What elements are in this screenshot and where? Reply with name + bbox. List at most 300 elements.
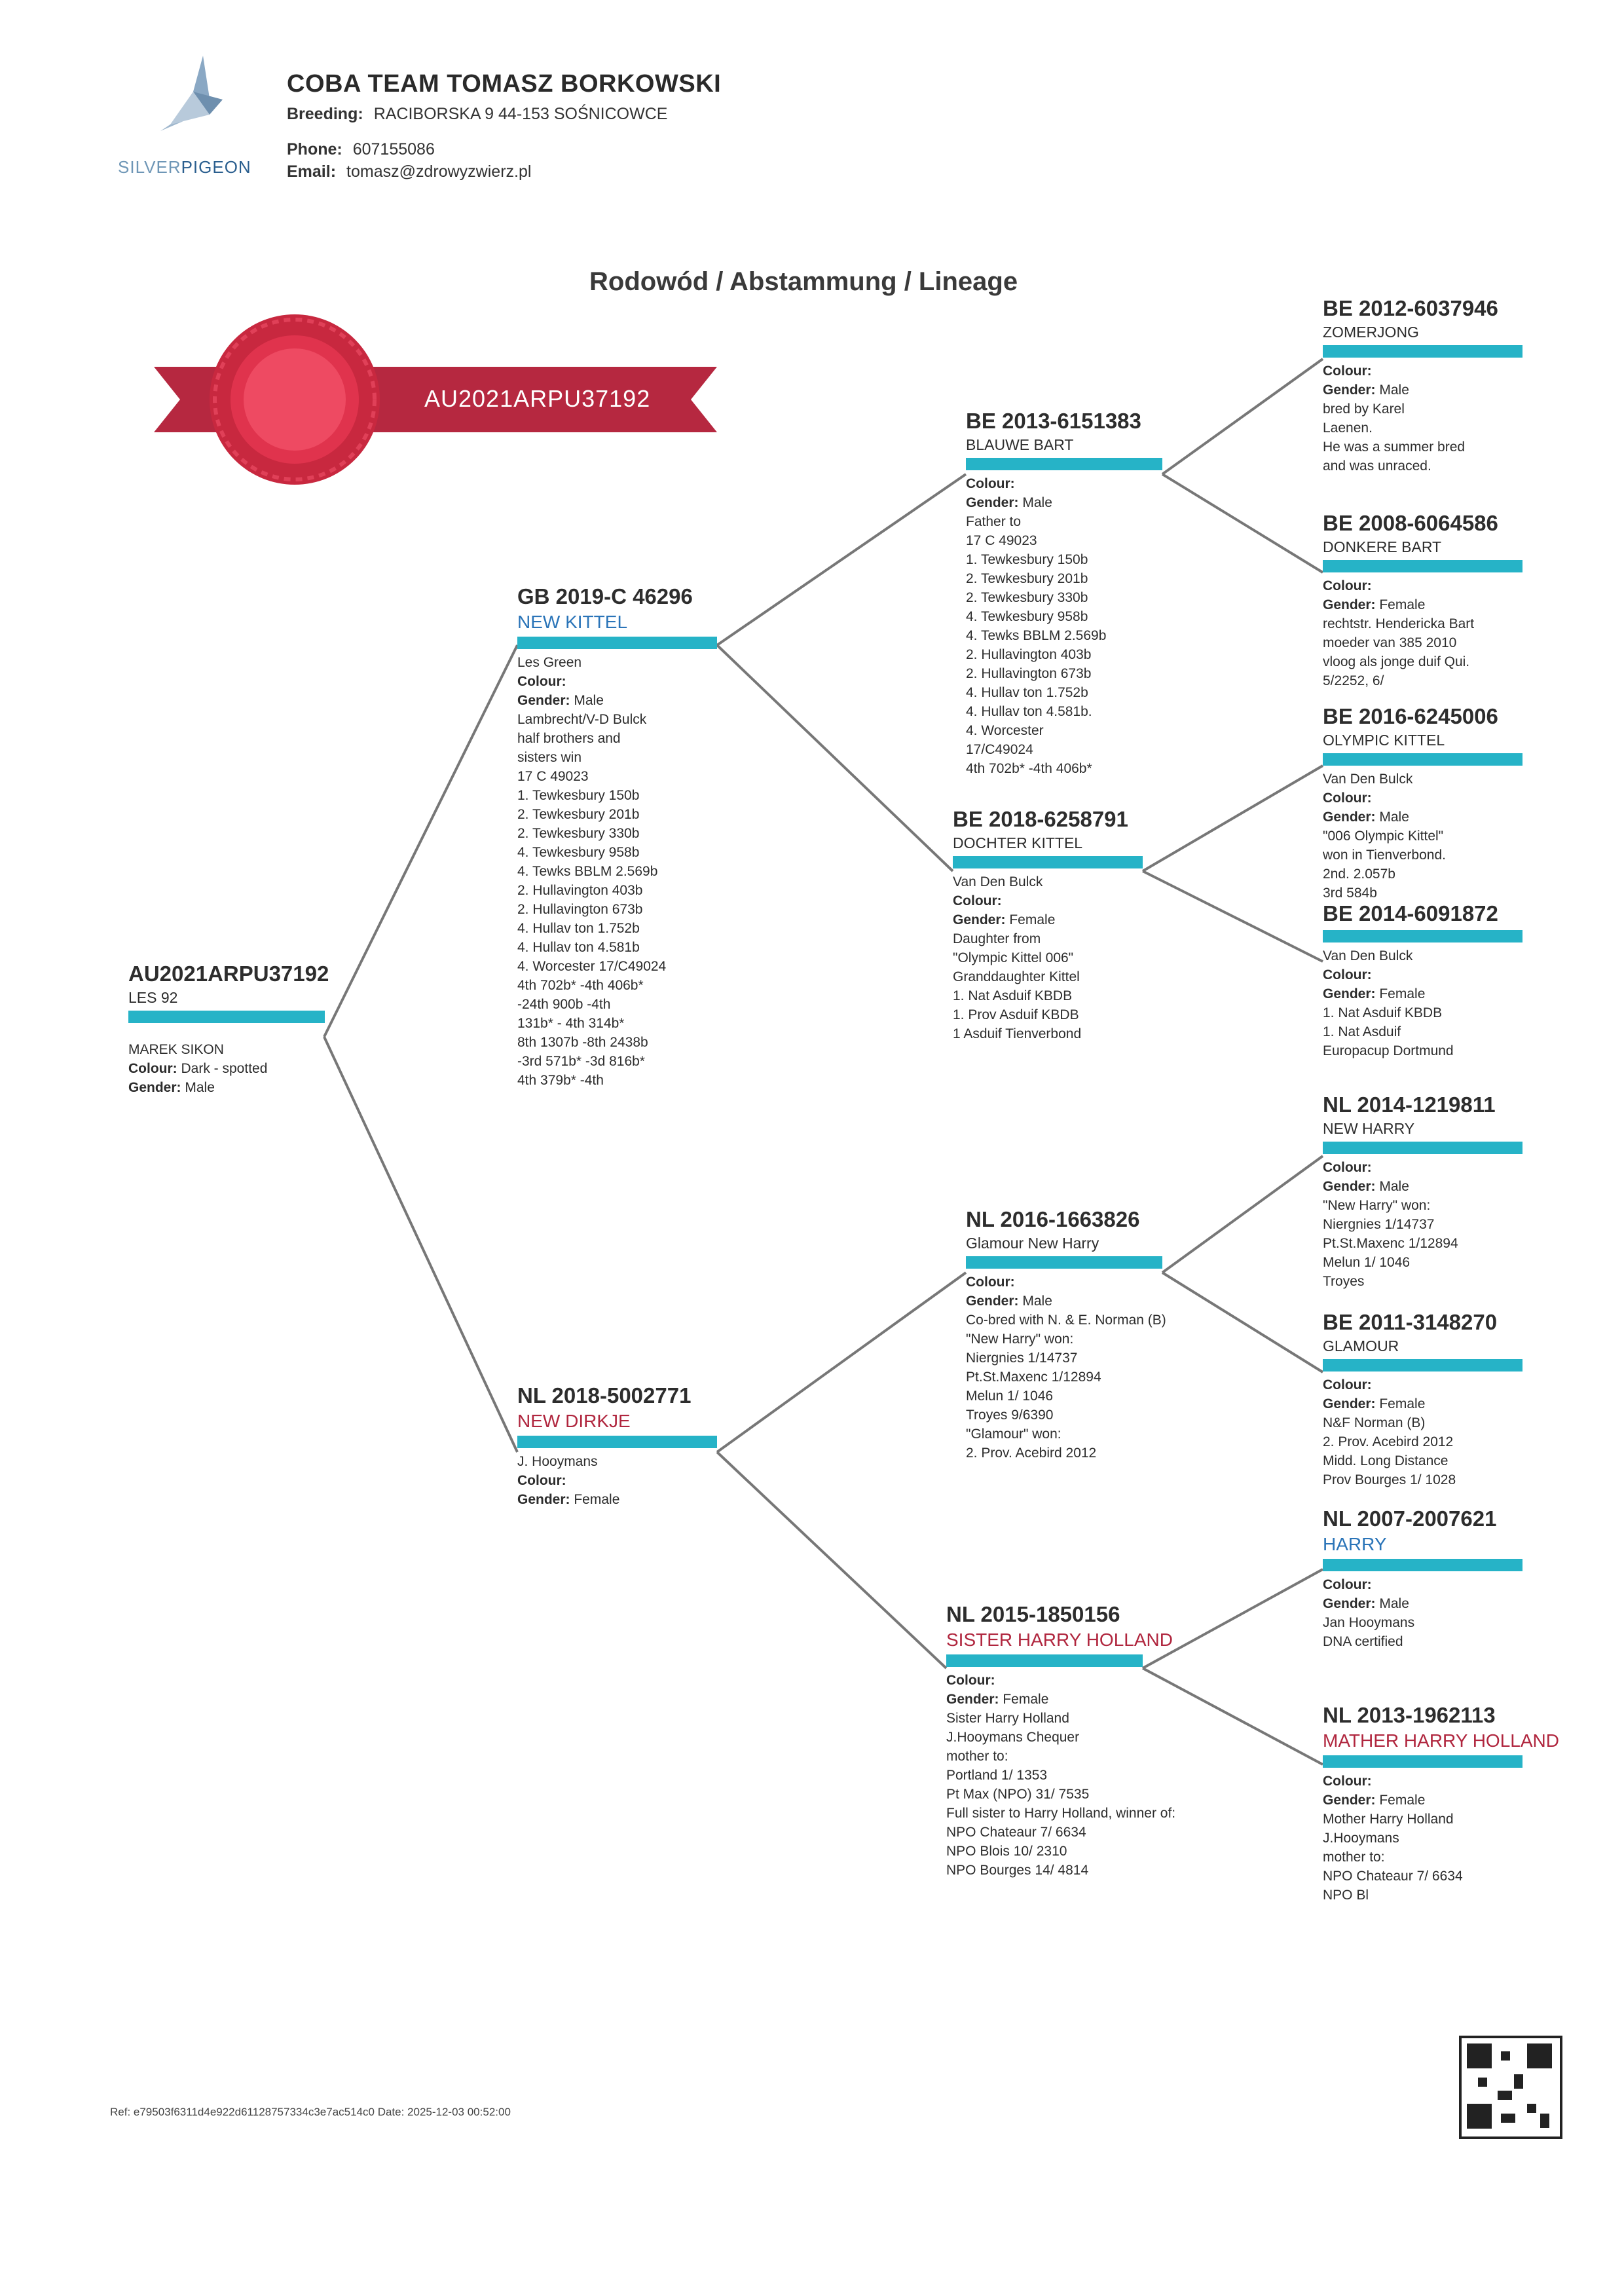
detail-value: won in Tienverbond. [1323,848,1446,863]
phone-line [287,140,435,159]
detail-line [953,1005,1143,1024]
detail-line [1323,1041,1522,1060]
detail-value: Troyes [1323,1274,1365,1289]
detail-line [1323,457,1522,476]
detail-value: 4. Tewks BBLM 2.569b [966,628,1107,643]
detail-line [1323,946,1522,965]
bird-card-father [517,584,717,1090]
detail-label: Colour: [946,1673,995,1688]
detail-value: 3rd 584b [1323,886,1377,901]
detail-line [517,995,717,1014]
detail-line [946,1842,1143,1861]
detail-line [966,474,1162,493]
detail-label: Colour: [1323,791,1372,806]
bird-details [1323,1375,1522,1489]
detail-line [1323,1413,1522,1432]
ring-number: NL 2013-1962113 [1323,1703,1496,1727]
detail-line [946,1861,1143,1880]
detail-label: Colour: [517,1473,566,1488]
detail-value: 1. Tewkesbury 150b [966,552,1088,567]
detail-line [953,948,1143,967]
detail-value: 2nd. 2.057b [1323,867,1395,882]
bird-bar [128,1011,325,1023]
bird-name: NEW HARRY [1323,1120,1415,1137]
detail-value: Pt.St.Maxenc 1/12894 [1323,1236,1458,1251]
bird-bar [1323,753,1522,766]
detail-value: half brothers and [517,731,621,746]
bird-details [1323,576,1522,690]
detail-line [1323,1375,1522,1394]
detail-line [1323,1886,1522,1905]
bird-bar [1323,1559,1522,1571]
detail-value: Van Den Bulck [1323,948,1413,963]
detail-label: Gender: [953,912,1006,927]
bird-bar [517,637,717,649]
detail-value: Mother Harry Holland [1323,1812,1454,1827]
detail-value: sisters win [517,750,582,765]
detail-label: Colour: [1323,967,1372,982]
bird-details [517,1452,717,1509]
detail-line [517,881,717,900]
detail-label: Colour: [1323,1774,1372,1789]
detail-line [1323,652,1522,671]
detail-line [946,1728,1143,1747]
detail-label: Gender: [1323,597,1376,612]
bird-card-mother [517,1383,717,1509]
detail-value: 17/C49024 [966,742,1033,757]
detail-line [1323,1003,1522,1022]
bird-bar [1323,345,1522,358]
detail-line [946,1690,1143,1709]
detail-label: Colour: [966,476,1015,491]
connector-mother-mf [717,1273,966,1452]
detail-value: "New Harry" won: [1323,1198,1431,1213]
detail-line [517,653,717,672]
detail-value: Female [1379,1793,1426,1808]
bird-details [1323,770,1522,903]
detail-line [1323,1215,1522,1234]
detail-value: moeder van 385 2010 [1323,635,1457,650]
detail-value: Male [1379,810,1409,825]
detail-value: 4. Hullav ton 4.581b [517,940,640,955]
detail-line [946,1804,1176,1823]
bird-card-ffm [1323,511,1522,690]
detail-line [517,805,717,824]
detail-line [1323,1394,1522,1413]
detail-value: 4. Hullav ton 4.581b. [966,704,1092,719]
detail-value: 4th 702b* -4th 406b* [966,761,1092,776]
detail-value: "Glamour" won: [966,1427,1061,1442]
detail-value: 2. Hullavington 403b [966,647,1092,662]
detail-value: Male [1379,1179,1409,1194]
detail-value: Granddaughter Kittel [953,969,1080,984]
detail-value: 1. Nat Asduif KBDB [1323,1005,1443,1020]
detail-line [517,1490,717,1509]
detail-value: J. Hooymans [517,1454,598,1469]
bird-card-mff [1323,1092,1522,1291]
detail-value: Niergnies 1/14737 [966,1351,1078,1366]
detail-label: Colour: [953,893,1002,908]
detail-line [1323,965,1522,984]
detail-label: Gender: [966,495,1019,510]
detail-line [966,1368,1162,1387]
bird-bar [953,856,1143,868]
detail-line [946,1785,1143,1804]
detail-label: Gender: [1323,810,1376,825]
detail-line [966,740,1162,759]
bird-name: LES 92 [128,989,178,1006]
detail-value: NPO Blois 10/ 2310 [946,1844,1067,1859]
detail-value: MAREK SIKON [128,1042,224,1057]
detail-line [966,664,1162,683]
bird-name: NEW DIRKJE [517,1411,631,1431]
phone-label: Phone: [287,140,342,159]
detail-value: J.Hooymans Chequer [946,1730,1080,1745]
detail-line [953,929,1143,948]
seal-ring-number: AU2021ARPU37192 [424,385,651,412]
bird-card-mf [966,1207,1166,1463]
detail-line [966,759,1162,778]
detail-line [953,967,1143,986]
detail-label: Gender: [1323,986,1376,1001]
bird-bar [946,1654,1143,1667]
ring-number: AU2021ARPU37192 [128,961,329,986]
detail-value: 1. Prov Asduif KBDB [953,1007,1079,1022]
bird-details [1323,946,1522,1060]
spacer [128,1027,325,1040]
bird-name: MATHER HARRY HOLLAND [1323,1730,1559,1751]
detail-line [517,1014,717,1033]
detail-label: Colour: [1323,578,1372,593]
detail-line [517,862,717,881]
detail-label: Gender: [966,1294,1019,1309]
detail-line [517,824,717,843]
bird-bar [1323,1755,1522,1768]
detail-value: Male [1379,382,1409,398]
detail-value: 4. Hullav ton 1.752b [517,921,640,936]
connector-subject-father [324,645,517,1037]
detail-value: Laenen. [1323,420,1373,436]
detail-line [1323,419,1522,438]
pigeon-logo-icon [144,52,242,144]
detail-line [517,767,717,786]
detail-line [1323,576,1522,595]
connector-subject-mother [324,1037,517,1452]
detail-value: Full sister to Harry Holland, winner of: [946,1806,1176,1821]
detail-line [517,710,717,729]
detail-value: -3rd 571b* -3d 816b* [517,1054,645,1069]
detail-line [1323,595,1522,614]
detail-label: Gender: [517,1492,570,1507]
bird-bar [1323,1142,1522,1154]
breeding-line [287,105,667,124]
bird-name: OLYMPIC KITTEL [1323,732,1445,749]
detail-line [1323,381,1522,400]
detail-line [517,1052,717,1071]
detail-value: Prov Bourges 1/ 1028 [1323,1472,1456,1487]
detail-line [966,588,1162,607]
bird-card-fm [953,807,1143,1043]
detail-value: J.Hooymans [1323,1831,1399,1846]
detail-value: 1. Nat Asduif [1323,1024,1401,1039]
detail-line [517,786,717,805]
detail-line [1323,865,1522,884]
bird-name: HARRY [1323,1534,1387,1554]
detail-value: 17 C 49023 [517,769,589,784]
detail-value: Lambrecht/V-D Bulck [517,712,647,727]
detail-line [1323,1432,1522,1451]
detail-label: Colour: [128,1061,177,1076]
detail-line [953,872,1143,891]
detail-value: DNA certified [1323,1634,1403,1649]
detail-value: 4. Tewks BBLM 2.569b [517,864,658,879]
detail-line [1323,400,1522,419]
detail-line [966,1330,1162,1349]
detail-line [966,1425,1162,1444]
detail-value: bred by Karel [1323,401,1405,417]
detail-line [946,1671,1143,1690]
ring-number: BE 2008-6064586 [1323,511,1498,535]
detail-line [128,1040,325,1059]
detail-line [966,512,1162,531]
logo-wordmark [118,157,251,177]
detail-line [1323,614,1522,633]
detail-value: -24th 900b -4th [517,997,611,1012]
phone-value: 607155086 [352,140,435,159]
bird-card-mfm [1323,1310,1522,1489]
detail-value: Female [1379,986,1426,1001]
detail-line [966,1292,1162,1311]
detail-value: Female [1003,1692,1049,1707]
detail-line [966,683,1162,702]
connector-ff-ffm [1162,474,1323,572]
detail-value: Europacup Dortmund [1323,1043,1454,1058]
detail-line [966,607,1162,626]
ring-number: BE 2012-6037946 [1323,296,1498,320]
detail-line [517,843,717,862]
bird-bar [1323,1359,1522,1371]
ring-number: NL 2014-1219811 [1323,1092,1496,1117]
detail-line [1323,1272,1522,1291]
ring-number: NL 2007-2007621 [1323,1506,1497,1531]
detail-value: N&F Norman (B) [1323,1415,1426,1430]
detail-value: 5/2252, 6/ [1323,673,1384,688]
ring-number: NL 2018-5002771 [517,1383,692,1408]
bird-bar [1323,930,1522,942]
detail-line [946,1709,1143,1728]
bird-details [966,1273,1166,1463]
bird-name: GLAMOUR [1323,1337,1399,1354]
bird-card-fmm [1323,901,1522,1060]
detail-value: Troyes 9/6390 [966,1408,1054,1423]
detail-line [953,986,1143,1005]
detail-value: 2. Tewkesbury 330b [966,590,1088,605]
detail-line [517,919,717,938]
ring-number: BE 2016-6245006 [1323,704,1498,728]
detail-value: 1. Nat Asduif KBDB [953,988,1073,1003]
detail-value: 4. Tewkesbury 958b [966,609,1088,624]
detail-value: 17 C 49023 [966,533,1037,548]
connector-mf-mfm [1162,1273,1323,1372]
detail-line [966,1406,1162,1425]
detail-line [517,672,717,691]
detail-label: Gender: [517,693,570,708]
bird-bar [1323,560,1522,572]
detail-value: 131b* - 4th 314b* [517,1016,625,1031]
detail-line [1323,362,1522,381]
detail-line [1323,1158,1522,1177]
detail-value: 2. Hullavington 673b [517,902,643,917]
connector-mm-mmm [1143,1668,1323,1764]
detail-label: Colour: [1323,1160,1372,1175]
detail-value: He was a summer bred [1323,439,1466,455]
ring-number: NL 2016-1663826 [966,1207,1140,1231]
detail-value: 2. Prov. Acebird 2012 [1323,1434,1454,1449]
detail-line [1323,984,1522,1003]
logo [118,52,255,183]
detail-label: Colour: [1323,364,1372,379]
ring-number: NL 2015-1850156 [946,1602,1120,1626]
detail-line [966,1387,1162,1406]
detail-line [966,1349,1162,1368]
detail-line [517,957,717,976]
qr-code-icon [1459,2036,1562,2139]
detail-label: Gender: [946,1692,999,1707]
bird-card-fmf [1323,704,1522,903]
email-label: Email: [287,162,337,181]
connector-ff-fff [1162,359,1323,474]
detail-line [517,748,717,767]
detail-value: Melun 1/ 1046 [966,1389,1054,1404]
ring-number: BE 2011-3148270 [1323,1310,1498,1334]
detail-label: Colour: [517,674,566,689]
detail-label: Colour: [1323,1377,1372,1392]
email-value: tomasz@zdrowyzwierz.pl [346,162,532,181]
connector-father-fm [717,645,953,871]
detail-line [966,1273,1162,1292]
detail-line [1323,1451,1522,1470]
detail-value: 2. Tewkesbury 330b [517,826,640,841]
detail-value: Niergnies 1/14737 [1323,1217,1435,1232]
detail-value: Male [1379,1596,1409,1611]
detail-value: Melun 1/ 1046 [1323,1255,1411,1270]
detail-line [517,1471,717,1490]
detail-value: Midd. Long Distance [1323,1453,1449,1468]
detail-line [517,976,717,995]
logo-wordmark-silver: SILVER [118,157,181,177]
connector-fm-fmm [1143,871,1323,961]
detail-label: Gender: [128,1080,181,1095]
detail-value: 2. Prov. Acebird 2012 [966,1446,1097,1461]
bird-details [953,872,1143,1043]
detail-line [966,550,1162,569]
bird-details [128,1027,325,1097]
detail-line [966,702,1162,721]
detail-line [517,1071,717,1090]
detail-line [1323,1234,1522,1253]
detail-value: Sister Harry Holland [946,1711,1069,1726]
detail-line [1323,1470,1522,1489]
bird-name: DOCHTER KITTEL [953,834,1083,851]
detail-line [1323,1772,1522,1791]
email-line [287,162,531,181]
detail-value: 1 Asduif Tienverbond [953,1026,1082,1041]
bird-bar [966,458,1162,470]
detail-line [1323,1848,1522,1867]
detail-label: Gender: [1323,1596,1376,1611]
detail-line [946,1823,1143,1842]
bird-card-mmf [1323,1506,1522,1651]
bird-name: NEW KITTEL [517,612,628,632]
detail-value: Co-bred with N. & E. Norman (B) [966,1313,1166,1328]
ring-number: GB 2019-C 46296 [517,584,693,608]
connector-fm-fmf [1143,766,1323,871]
bird-bar [517,1436,717,1448]
detail-value: Pt Max (NPO) 31/ 7535 [946,1787,1090,1802]
detail-value: Daughter from [953,931,1041,946]
detail-line [1323,1196,1522,1215]
detail-label: Gender: [1323,1396,1376,1411]
bird-card-fff [1323,296,1522,476]
connector-father-ff [717,474,966,645]
bird-details [966,474,1162,778]
detail-line [1323,1575,1522,1594]
detail-line [1323,770,1522,789]
bird-card-mm [946,1602,1176,1880]
breeding-label: Breeding: [287,105,363,123]
detail-value: Dark - spotted [181,1061,268,1076]
detail-line [966,721,1162,740]
breeder-name: COBA TEAM TOMASZ BORKOWSKI [287,70,722,98]
detail-value: 4. Worcester 17/C49024 [517,959,667,974]
ring-number: BE 2018-6258791 [953,807,1128,831]
bird-details [1323,1158,1522,1291]
detail-line [966,645,1162,664]
connector-mf-mff [1162,1156,1323,1273]
detail-value: rechtstr. Hendericka Bart [1323,616,1475,631]
detail-value: Female [1009,912,1056,927]
bird-name: ZOMERJONG [1323,324,1419,341]
bird-bar [966,1256,1162,1269]
detail-value: "006 Olympic Kittel" [1323,829,1444,844]
detail-line [953,910,1143,929]
detail-value: 4. Hullav ton 1.752b [966,685,1088,700]
detail-line [966,493,1162,512]
bird-card-ff [966,409,1162,778]
detail-value: Van Den Bulck [1323,772,1413,787]
bird-details [1323,1772,1522,1905]
detail-value: vloog als jonge duif Qui. [1323,654,1470,669]
detail-line [517,691,717,710]
detail-line [128,1078,325,1097]
detail-label: Gender: [1323,1179,1376,1194]
detail-line [1323,827,1522,846]
detail-line [517,729,717,748]
bird-name: BLAUWE BART [966,436,1074,453]
detail-value: 2. Tewkesbury 201b [517,807,640,822]
detail-value: Van Den Bulck [953,874,1043,889]
detail-line [1323,1253,1522,1272]
detail-value: NPO Chateaur 7/ 6634 [946,1825,1086,1840]
bird-card-mmm [1323,1703,1559,1905]
detail-line [1323,808,1522,827]
detail-line [517,1452,717,1471]
detail-line [1323,1829,1522,1848]
bird-details [1323,362,1522,476]
footer-reference: Ref: e79503f6311d4e922d61128757334c3e7ac514c0 Date: 2025-12-03 00:52:00 [110,2106,511,2118]
bird-details [517,653,717,1090]
bird-name: DONKERE BART [1323,538,1442,555]
